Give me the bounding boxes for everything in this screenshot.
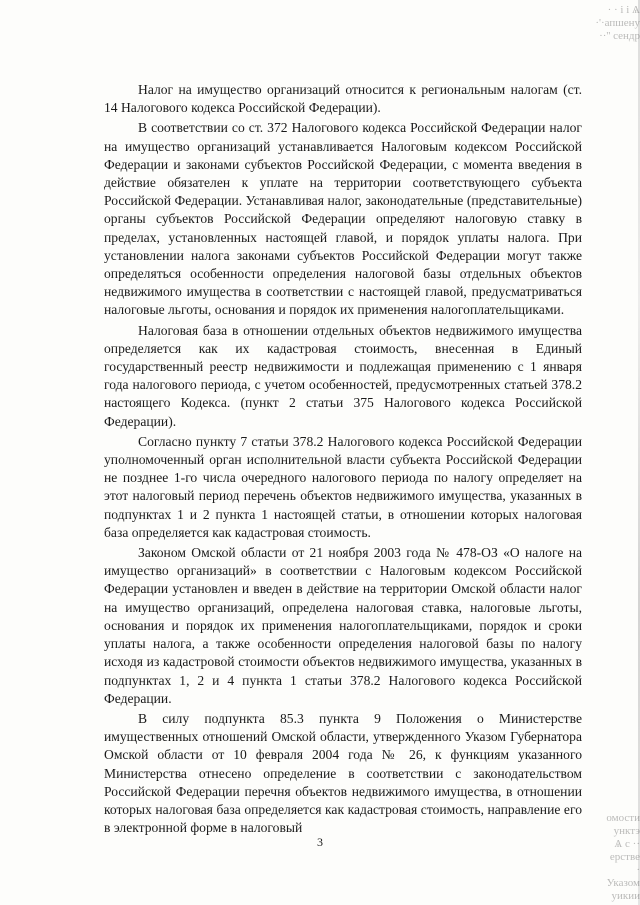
paragraph-3: Налоговая база в отношении отдельных объектов недвижимого имущества определяется как их кадастровая стоимость, внесенная в Единый государственный реестр недвижимости и подлежащая применению с 1 января года налогового периода, с учетом особенностей, предусмотренных статьей 378.2 настоящего Кодекса. (пункт 2 статьи 375 Налогового кодекса Российской Федерации). — [104, 322, 582, 429]
bleed-through-bottom: омости унктэ Ѧ с ·· ерстве · Указом уикии — [606, 812, 640, 902]
paragraph-1: Налог на имущество организаций относится к региональным налогам (ст. 14 Налогового кодекса Российской Федерации). — [104, 82, 582, 116]
paragraph-6: В силу подпункта 85.3 пункта 9 Положения о Министерстве имущественных отношений Омской области, утвержденного Указом Губернатора Омской области от 10 февраля 2004 года № 26, к функциям указанного Министерства отнесено определение в соответствии с законодательством Российской Федерации перечня объектов недвижимого имущества, в отношении которых налоговая база определяется как кадастровая стоимость, направление его в электронной форме в налоговый — [104, 710, 582, 836]
bleed-through-top: · · і і Ѧ ·'·апшену ··'' сендр — [595, 4, 640, 42]
document-body — [104, 81, 582, 839]
paragraph-5: Законом Омской области от 21 ноября 2003 года № 478-ОЗ «О налоге на имущество организаций» в соответствии с Налоговым кодексом Российской Федерации установлен и введен в действие на территории Омской области налог на имущество организаций, определена налоговая ставка, налоговые льготы, основания и порядок их применения налогоплательщиками, порядок и сроки уплаты налога, а также особенности определения налоговой базы по налогу исходя из кадастровой стоимости объектов недвижимого имущества, указанных в подпунктах 1, 2 и 4 пункта 1 статьи 378.2 Налогового кодекса Российской Федерации. — [104, 545, 582, 706]
paragraph-4: Согласно пункту 7 статьи 378.2 Налогового кодекса Российской Федерации уполномоченный орган исполнительной власти субъекта Российской Федерации не позднее 1-го числа очередного налогового периода по налогу определяет на этот налоговый период перечень объектов недвижимого имущества, указанных в подпунктах 1 и 2 пункта 1 настоящей статьи, в отношении которых налоговая база определяется как кадастровая стоимость. — [104, 433, 582, 540]
page-number: 3 — [317, 835, 323, 849]
paragraph-2: В соответствии со ст. 372 Налогового кодекса Российской Федерации налог на имущество организаций устанавливается Налоговым кодексом Российской Федерации и законами субъектов Российской Федерации, с момента введения в действие обязателен к уплате на территории соответствующего субъекта Российской Федерации. Устанавливая налог, законодательные (представительные) органы субъектов Российской Федерации определяют налоговую ставку в пределах, установленных настоящей главой, и порядок уплаты налога. При установлении налога законами субъектов Российской Федерации могут также определяться особенности определения налоговой базы отдельных объектов недвижимого имущества в соответствии с настоящей главой, предусматриваться налоговые льготы, основания и порядок их применения налогоплательщиками. — [104, 120, 582, 318]
